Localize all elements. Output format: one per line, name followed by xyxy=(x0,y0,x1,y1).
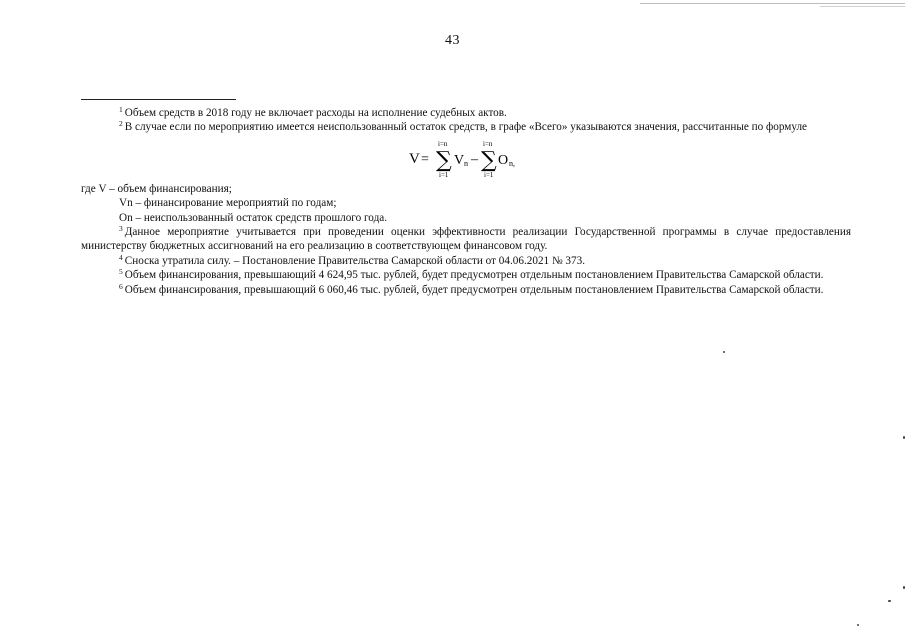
formula-term1-sub: n xyxy=(464,158,468,168)
formula-minus: – xyxy=(471,151,478,167)
footnote-marker: 4 xyxy=(119,252,123,262)
sum-lower-limit: i=1 xyxy=(439,170,449,179)
footnote-marker: 1 xyxy=(119,105,123,114)
formula-equals: = xyxy=(421,151,429,167)
formula-term2-sub: n, xyxy=(509,158,515,168)
scan-edge-line xyxy=(640,3,905,4)
footnote-text: В случае если по мероприятию имеется неиспользованный остаток средств, в графе «Всего» указываются значения, рассчитанные по формуле xyxy=(124,121,808,134)
footnotes-block xyxy=(81,106,851,297)
footnote-marker: 6 xyxy=(119,281,123,291)
footnote-marker: 2 xyxy=(119,119,123,129)
sigma-icon: ∑ xyxy=(481,147,497,173)
sum-lower-limit: i=1 xyxy=(484,170,494,179)
formula-svg xyxy=(409,137,529,181)
formula-term2: O xyxy=(498,152,509,168)
footnote-separator xyxy=(81,99,236,100)
formula-where: где V – объем финансирования; xyxy=(81,182,232,195)
scan-edge-line xyxy=(820,6,905,7)
formula-definition-on: On – неиспользованный остаток средств прошлого года. xyxy=(119,211,388,224)
scan-speck xyxy=(857,624,859,626)
scan-speck xyxy=(723,351,725,353)
formula xyxy=(81,137,851,181)
formula-lhs: V xyxy=(409,150,420,167)
scan-speck xyxy=(888,600,891,602)
footnote-3 xyxy=(81,225,851,254)
sum-upper-limit: i=n xyxy=(438,139,448,148)
footnote-text: Объем финансирования, превышающий 4 624,95 тыс. рублей, будет предусмотрен отдельным постановлением Правительства Самарской области. xyxy=(124,269,824,282)
footnote-text: Данное мероприятие учитывается при проведении оценки эффективности реализации Государственной программы в случае предоставления министерству бюджетных ассигнований на его реализацию в соответствующем финансовом году. xyxy=(81,226,851,253)
footnote-2 xyxy=(81,120,851,134)
footnote-marker: 3 xyxy=(119,224,123,234)
footnote-text: Объем средств в 2018 году не включает расходы на исполнение судебных актов. xyxy=(124,107,507,119)
footnote-text: Объем финансирования, превышающий 6 060,46 тыс. рублей, будет предусмотрен отдельным постановлением Правительства Самарской области. xyxy=(124,283,824,296)
footnote-text: Сноска утратила силу. – Постановление Правительства Самарской области от 04.06.2021 № 373. xyxy=(124,254,585,267)
footnote-4 xyxy=(81,254,851,268)
footnote-6 xyxy=(81,283,851,297)
footnote-marker: 5 xyxy=(119,267,123,277)
page-number: 43 xyxy=(445,33,460,48)
footnote-1 xyxy=(81,106,851,120)
sigma-icon: ∑ xyxy=(436,147,452,173)
formula-definition-vn: Vn – финансирование мероприятий по годам; xyxy=(119,197,337,210)
formula-term1: V xyxy=(454,152,465,168)
sum-upper-limit: i=n xyxy=(483,139,493,148)
footnote-5 xyxy=(81,268,851,282)
